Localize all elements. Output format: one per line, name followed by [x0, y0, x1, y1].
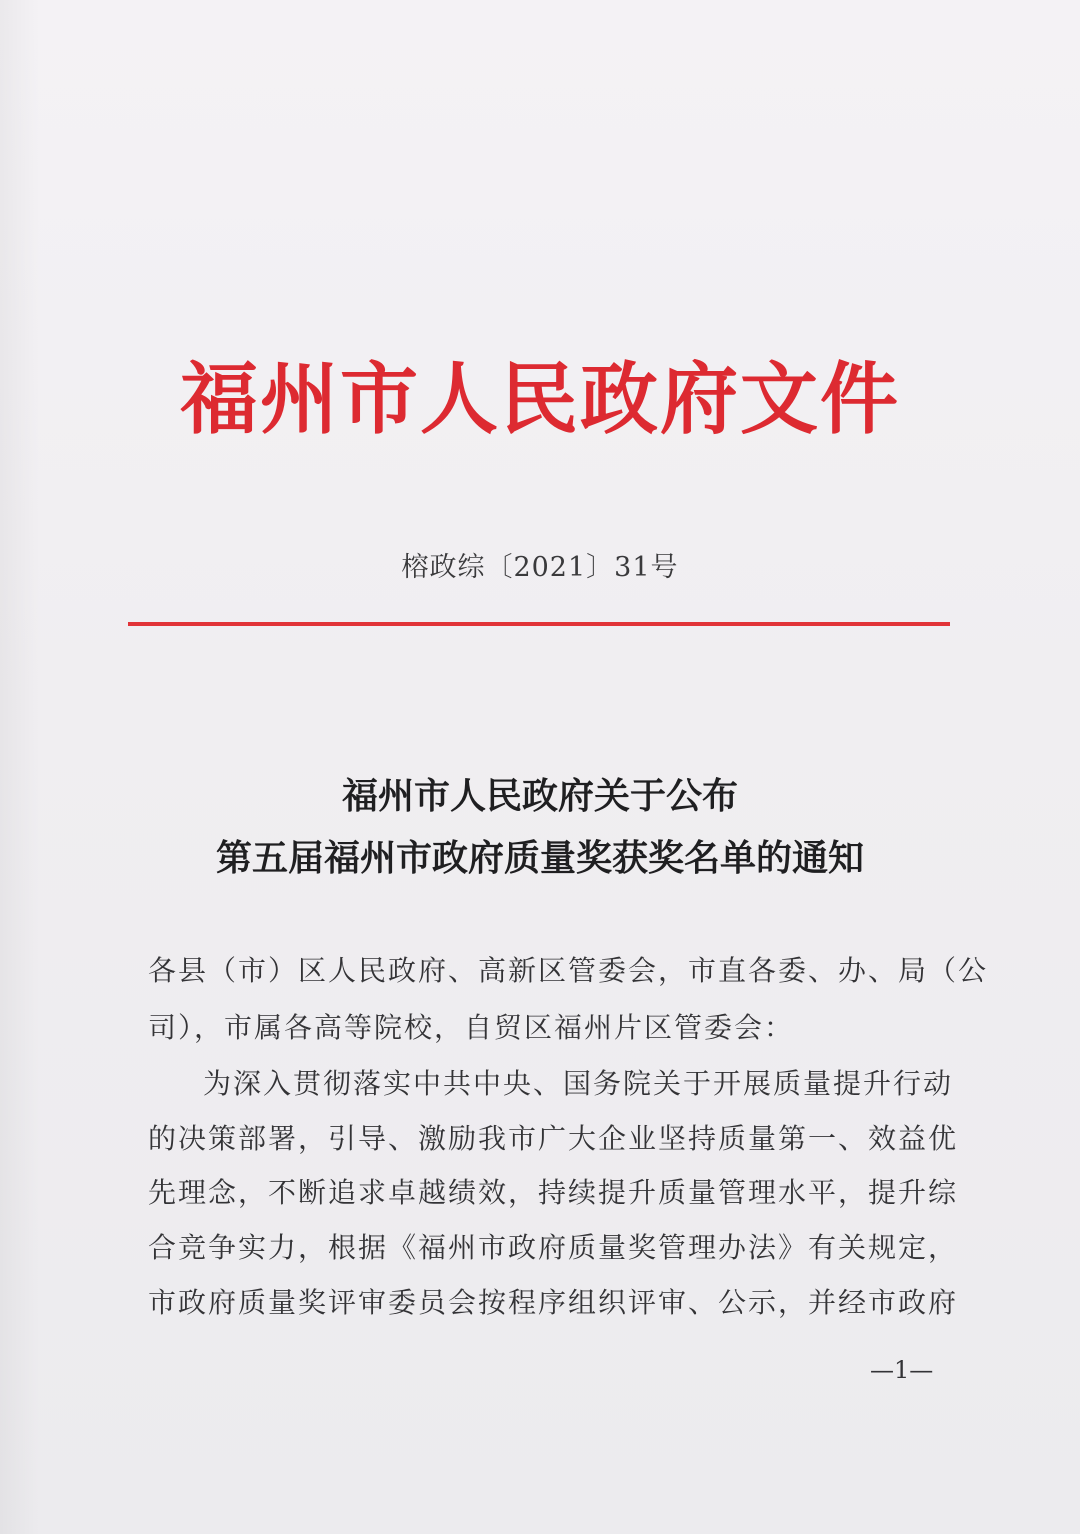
body-line: 合竞争实力，根据《福州市政府质量奖管理办法》有关规定，: [148, 1231, 959, 1264]
body-line: 司），市属各高等院校，自贸区福州片区管委会：: [148, 1011, 795, 1044]
red-divider: [128, 622, 950, 626]
document-number: 榕政综〔2021〕31号: [401, 552, 679, 583]
notice-title-line-2: 第五届福州市政府质量奖获奖名单的通知: [215, 837, 864, 879]
document-header: 福州市人民政府文件: [179, 354, 900, 445]
body-line: 各县（市）区人民政府、高新区管委会，市直各委、办、局（公: [148, 954, 989, 987]
notice-title-line-1: 福州市人民政府关于公布: [341, 775, 738, 817]
body-line: 的决策部署，引导、激励我市广大企业坚持质量第一、效益优: [148, 1122, 959, 1155]
body-line: 先理念，不断追求卓越绩效，持续提升质量管理水平，提升综: [148, 1176, 959, 1209]
body-line: 为深入贯彻落实中共中央、国务院关于开展质量提升行动: [203, 1067, 954, 1100]
body-line: 市政府质量奖评审委员会按程序组织评审、公示，并经市政府: [148, 1286, 959, 1319]
page-number: —1—: [870, 1356, 934, 1384]
page-shadow: [0, 0, 40, 1534]
